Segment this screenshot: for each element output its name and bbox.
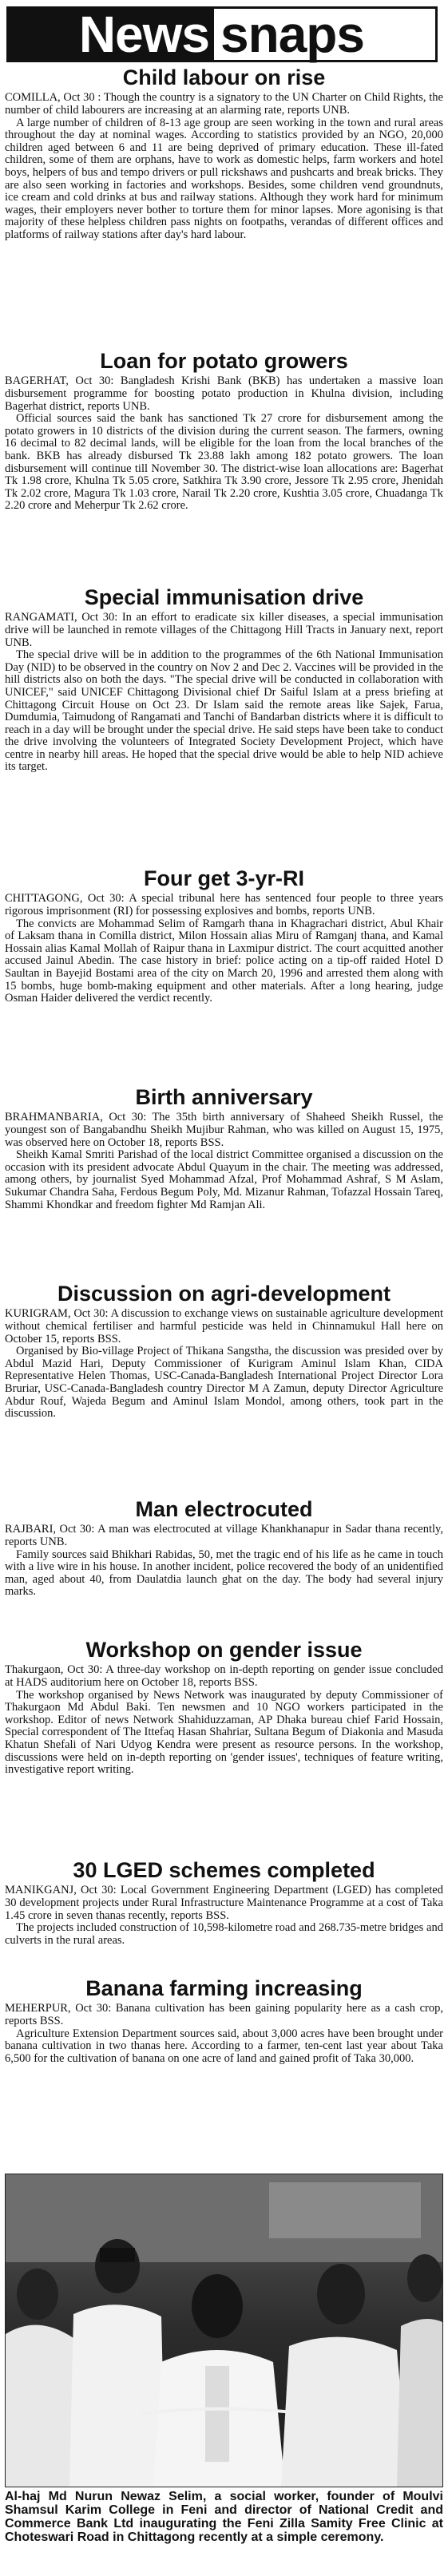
story-paragraph: RAJBARI, Oct 30: A man was electrocuted at village Khankhanapur in Sadar thana recently, reports UNB. [5, 1523, 443, 1548]
masthead-snaps-word: snaps [220, 6, 364, 63]
story-paragraph: Official sources said the bank has sanctioned Tk 27 crore for disbursement among the potato growers in 10 districts of the division during the current season. The farmers, owning 16 decimal to 82 decimal lands, will be eligible for the loan from the local branches of the bank. BKB has already disbursed Tk 23.88 lakh among 182 potato growers. The loan disbursement will continue till November 30. The district-wise loan allocations are: Bagerhat Tk 1.98 crore, Khulna Tk 5.05 crore, Satkhira Tk 3.90 crore, Jessore Tk 2.95 crore, Jhenidah Tk 2.02 crore, Magura Tk 1.03 crore, Narail Tk 2.20 crore, Kushtia 3.05 crore, Chuadanga Tk 2.20 crore and Meherpur Tk 2.62 crore. [5, 412, 443, 513]
story-birth-anniversary [5, 1086, 443, 1211]
masthead [6, 6, 438, 62]
story-paragraph: Agriculture Extension Department sources said, about 3,000 acres have been brought under banana cultivation in two thanas here. According to a farmer, ten-cent last year about Taka 6,500 for the cultivation of banana on one acre of land and gained profit of Taka 30,000. [5, 2027, 443, 2065]
headline: Special immunisation drive [84, 585, 364, 609]
photo-caption: Al-haj Md Nurun Newaz Selim, a social worker, founder of Moulvi Shamsul Karim College in Feni and director of National Credit and Commerce Bank Ltd inaugurating the Feni Zilla Samity Free Clinic at Choteswari Road in Chittagong recently at a simple ceremony. [5, 2490, 443, 2544]
headline: Man electrocuted [135, 1497, 313, 1521]
story-paragraph: Sheikh Kamal Smriti Parishad of the local district Committee organised a discussion on the occasion with its president advocate Abdul Quayum in the chair. The meeting was addressed, among others, by journalist Syed Mohammad Afzal, Prof Mohammad Ashraf, S M Aslam, Sukumar Chandra Saha, Ferdous Begum Poly, Md. Mizanur Rahman, Tofazzal Hossain Tareq, Shammi Khondkar and freedom fighter Md Ramjan Ali. [5, 1148, 443, 1211]
story-four-get-ri [5, 867, 443, 1005]
story-gender-workshop [5, 1639, 443, 1777]
story-paragraph: Organised by Bio-village Project of Thikana Sangstha, the discussion was presided over by Abdul Mazid Hari, Deputy Commissioner of Kurigram Aminul Islam Khan, CIDA Representative Helen Thomas, USC-Canada-Bangladesh International Project Director Lora Bruriar, USC-Canada-Bangladesh country Director M A Zamun, deputy Director Agriculture Abdur Rouf, Wajeda Begum and Aminul Islam Mondol, among others, took part in the discussion. [5, 1345, 443, 1421]
headline: Workshop on gender issue [85, 1638, 363, 1662]
headline: Loan for potato growers [100, 349, 348, 373]
story-paragraph: COMILLA, Oct 30 : Though the country is a signatory to the UN Charter on Child Rights, the number of child labourers are increasing at an alarming rate, reports UNB. [5, 91, 443, 117]
story-agri-development [5, 1282, 443, 1421]
story-paragraph: MANIKGANJ, Oct 30: Local Government Engineering Department (LGED) has completed 30 development projects under Rural Infrastructure Maintenance Programme at a cost of Taka 1.45 crore in seven thanas recently, reports BSS. [5, 1884, 443, 1922]
news-photo [5, 2174, 443, 2487]
story-paragraph: The workshop organised by News Network was inaugurated by deputy Commissioner of Thakurgaon Md Abdul Baki. Ten newsmen and 10 NGO workers participated in the workshop. Editor of news Network Shahiduzzaman, AP Dhaka bureau chief Farid Hossain, Special correspondent of The Ittefaq Hasan Shahriar, Sultana Begum of Diakonia and Masuda Khatun Shefali of Nari Udyog Kendra were present as resource persons. In the workshop, discussions were held on in-depth reporting on 'gender issues', techniques of feature writing, investigative report writing. [5, 1688, 443, 1777]
photo-scene [6, 2174, 442, 2487]
story-child-labour [5, 66, 443, 241]
story-paragraph: KURIGRAM, Oct 30: A discussion to exchange views on sustainable agriculture development without chemical fertiliser and harmful pesticide was held in Chinnamukul Hall here on October 15, reports BSS. [5, 1307, 443, 1345]
headline: 30 LGED schemes completed [73, 1858, 375, 1882]
headline: Banana farming increasing [85, 1976, 363, 2000]
story-paragraph: The special drive will be in addition to the programmes of the 6th National Immunisation Day (NID) to be observed in the country on Nov 2 and Dec 2. Vaccines will be provided in the hill districts also on both the days. "The special drive will be conducted in collaboration with UNICEF," said UNICEF Chittagong Divisional chief Dr Saiful Islam at a press briefing at Chittagong Circuit House on Oct 23. Dr Islam said the remote areas like Sajek, Farua, Dumdumia, Taimudong of Rangamati and Tanchi of Bandarban districts where it is difficult to reach in a day will be brought under the special drive. He said steps have been take to conduct the drive involving the volunteers of Integrated Society Development Project, which have centre in nearby hill areas. He hoped that the special drive would be able to help NID achieve its target. [5, 648, 443, 774]
story-paragraph: CHITTAGONG, Oct 30: A special tribunal here has sentenced four people to three years rigorous imprisonment (RI) for possessing explosives and bombs, reports UNB. [5, 892, 443, 917]
story-paragraph: A large number of children of 8-13 age group are seen working in the town and rural areas throughout the day at nominal wages. According to statistics provided by an NGO, 20,000 children aged between 6 and 11 are being deprived of primary education. These ill-fated children, some of them are orphans, have to work as domestic helps, farm workers and hotel boys, helpers of bus and tempo drivers or pull rickshaws and pushcarts and break bricks. They are also seen working in factories and workshops. Besides, some children vend groundnuts, ice cream and cold drinks at bus and railway stations. Although they work hard for minimum wages, their employers never bother to torture them for minor lapses. More agonising is that majority of these helpless children pass nights on footpaths, verandas of different offices and platforms of railway stations after day's hard labour. [5, 116, 443, 241]
headline: Child labour on rise [122, 65, 326, 89]
story-paragraph: The projects included construction of 10,598-kilometre road and 268.735-metre bridges and culverts in the rural areas. [5, 1921, 443, 1947]
story-banana [5, 1977, 443, 2065]
story-immunisation [5, 586, 443, 774]
story-paragraph: RANGAMATI, Oct 30: In an effort to eradicate six killer diseases, a special immunisation drive will be launched in remote villages of the Chittagong Hill Tracts in January next, report UNB. [5, 611, 443, 649]
masthead-news-word: News [78, 6, 209, 63]
headline: Discussion on agri-development [57, 1282, 391, 1306]
story-paragraph: Thakurgaon, Oct 30: A three-day workshop on in-depth reporting on gender issue concluded at HADS auditorium here on October 18, reports BSS. [5, 1663, 443, 1689]
story-electrocuted [5, 1498, 443, 1599]
masthead-left [9, 6, 214, 63]
story-paragraph: BAGERHAT, Oct 30: Bangladesh Krishi Bank (BKB) has undertaken a massive loan disbursement programme for boosting potato production in Khulna division, including Bagerhat district, reports UNB. [5, 375, 443, 413]
story-lged [5, 1859, 443, 1947]
story-paragraph: MEHERPUR, Oct 30: Banana cultivation has been gaining popularity here as a cash crop, reports BSS. [5, 2002, 443, 2027]
story-paragraph: BRAHMANBARIA, Oct 30: The 35th birth anniversary of Shaheed Sheikh Russel, the youngest son of Bangabandhu Sheikh Mujibur Rahman, who was killed on August 15, 1975, was observed here on October 18, reports BSS. [5, 1111, 443, 1149]
story-paragraph: The convicts are Mohammad Selim of Ramgarh thana in Khagrachari district, Abul Khair of Laksam thana in Comilla district, Milon Hossain alias Miru of Ramganj thana, and Kamal Hossain alias Kamal Mollah of Raipur thana in Laxmipur district. The court acquitted another accused Jainul Abedin. The case history in brief: police acting on a tip-off raided Hotel D Saultan in Bayejid Bostami area of the city on March 20, 1996 and arrested them along with 15 bombs, huge bomb-making equipment and other materials. After a long hearing, judge Osman Haider delivered the verdict recently. [5, 917, 443, 1005]
headline: Four get 3-yr-RI [143, 866, 304, 890]
story-paragraph: Family sources said Bhikhari Rabidas, 50, met the tragic end of his life as he came in touch with a live wire in his house. In another incident, police recovered the body of an unidentified man, aged about 40, from Daulatdia launch ghat on the day. The body had several injury marks. [5, 1548, 443, 1599]
masthead-right [214, 6, 435, 63]
headline: Birth anniversary [135, 1085, 313, 1109]
story-potato-loan [5, 350, 443, 513]
